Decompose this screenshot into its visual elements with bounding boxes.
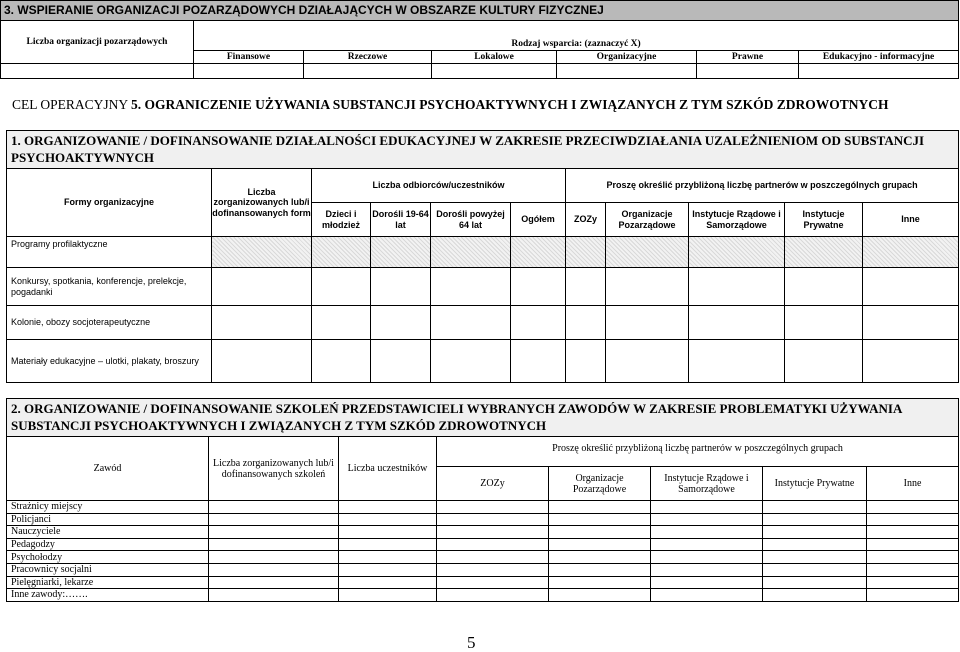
support-type-prawne: Prawne — [697, 51, 799, 64]
form-cell[interactable] — [785, 268, 863, 306]
profession-cell[interactable] — [867, 551, 959, 564]
profession-cell[interactable] — [549, 563, 651, 576]
profession-cell[interactable] — [437, 551, 549, 564]
form-row-label: Kolonie, obozy socjoterapeutyczne — [7, 306, 212, 340]
operational-goal-heading — [12, 97, 889, 113]
profession-cell[interactable] — [867, 526, 959, 539]
section1-table — [6, 130, 959, 383]
form-cell[interactable] — [212, 340, 312, 383]
profession-cell[interactable] — [339, 513, 437, 526]
profession-cell[interactable] — [549, 526, 651, 539]
profession-cell[interactable] — [549, 513, 651, 526]
s2-partners-government: Instytucje Rządowe i Samorządowe — [651, 467, 763, 501]
profession-cell[interactable] — [209, 589, 339, 602]
form-cell[interactable] — [312, 340, 371, 383]
profession-cell[interactable] — [437, 501, 549, 514]
form-cell[interactable] — [371, 268, 431, 306]
operational-goal-text: 5. OGRANICZENIE UŻYWANIA SUBSTANCJI PSYCHOAKTYWNYCH I ZWIĄZANYCH Z TYM SZKÓD ZDROWOTNYCH — [131, 97, 889, 112]
profession-row-label: Psychołodzy — [7, 551, 209, 564]
profession-cell[interactable] — [763, 589, 867, 602]
profession-cell[interactable] — [549, 538, 651, 551]
form-cell[interactable] — [566, 340, 606, 383]
section2-title: 2. ORGANIZOWANIE / DOFINANSOWANIE SZKOLEŃ PRZEDSTAWICIELI WYBRANYCH ZAWODÓW W ZAKRESIE PROBLEMATYKI UŻYWANIA SUBSTANCJI PSYCHOAKTYWNYCH I ZWIĄZANYCH Z TYM SZKÓD ZDROWOTNYCH — [7, 399, 959, 437]
profession-cell[interactable] — [209, 563, 339, 576]
form-cell[interactable] — [371, 340, 431, 383]
partners-government: Instytucje Rządowe i Samorządowe — [689, 203, 785, 237]
profession-cell[interactable] — [339, 538, 437, 551]
form-row-label: Programy profilaktyczne — [7, 237, 212, 268]
profession-cell[interactable] — [437, 513, 549, 526]
profession-cell[interactable] — [651, 538, 763, 551]
profession-cell[interactable] — [437, 526, 549, 539]
profession-cell[interactable] — [339, 563, 437, 576]
profession-cell[interactable] — [867, 501, 959, 514]
forms-header: Formy organizacyjne — [7, 169, 212, 237]
profession-row-label: Policjanci — [7, 513, 209, 526]
profession-row-label: Pracownicy socjalni — [7, 563, 209, 576]
partners-ngo: Organizacje Pozarządowe — [606, 203, 689, 237]
trainings-count-header: Liczba zorganizowanych lub/i dofinansowanych szkoleń — [209, 437, 339, 501]
profession-cell[interactable] — [339, 501, 437, 514]
support-type-finansowe: Finansowe — [194, 51, 304, 64]
profession-cell[interactable] — [339, 589, 437, 602]
profession-cell[interactable] — [549, 501, 651, 514]
profession-cell[interactable] — [763, 551, 867, 564]
form-cell[interactable] — [606, 306, 689, 340]
profession-cell[interactable] — [867, 589, 959, 602]
s2-partners-other: Inne — [867, 467, 959, 501]
form-cell[interactable] — [566, 268, 606, 306]
profession-cell[interactable] — [651, 513, 763, 526]
profession-cell[interactable] — [651, 563, 763, 576]
profession-cell[interactable] — [437, 576, 549, 589]
profession-cell[interactable] — [209, 538, 339, 551]
profession-cell[interactable] — [549, 589, 651, 602]
form-cell[interactable] — [863, 340, 959, 383]
profession-cell[interactable] — [549, 576, 651, 589]
form-cell[interactable] — [312, 237, 371, 268]
recipients-adults-19-64: Dorośli 19-64 lat — [371, 203, 431, 237]
form-cell[interactable] — [606, 268, 689, 306]
profession-cell[interactable] — [209, 526, 339, 539]
partners-zozy: ZOZy — [566, 203, 606, 237]
section3-title: 3. WSPIERANIE ORGANIZACJI POZARZĄDOWYCH DZIAŁAJĄCYCH W OBSZARZE KULTURY FIZYCZNEJ — [1, 1, 959, 21]
section3-table — [0, 0, 959, 79]
form-cell[interactable] — [371, 237, 431, 268]
s2-partners-header: Proszę określić przybliżoną liczbę partnerów w poszczególnych grupach — [437, 437, 959, 467]
support-check-prawne[interactable] — [697, 64, 799, 79]
profession-cell[interactable] — [437, 538, 549, 551]
support-type-rzeczowe: Rzeczowe — [304, 51, 432, 64]
form-cell[interactable] — [863, 306, 959, 340]
form-row-label: Konkursy, spotkania, konferencje, prelekcje, pogadanki — [7, 268, 212, 306]
form-cell[interactable] — [606, 340, 689, 383]
form-cell[interactable] — [785, 237, 863, 268]
s2-partners-zozy: ZOZy — [437, 467, 549, 501]
form-cell[interactable] — [511, 306, 566, 340]
recipients-adults-64plus: Dorośli powyżej 64 lat — [431, 203, 511, 237]
profession-cell[interactable] — [339, 526, 437, 539]
org-count-header: Liczba organizacji pozarządowych — [1, 21, 194, 64]
form-cell[interactable] — [689, 306, 785, 340]
recipients-total: Ogółem — [511, 203, 566, 237]
profession-row-label: Pielęgniarki, lekarze — [7, 576, 209, 589]
form-cell[interactable] — [431, 340, 511, 383]
form-cell[interactable] — [566, 237, 606, 268]
profession-cell[interactable] — [209, 551, 339, 564]
partners-other: Inne — [863, 203, 959, 237]
support-type-lokalowe: Lokalowe — [432, 51, 557, 64]
partners-header: Proszę określić przybliżoną liczbę partnerów w poszczególnych grupach — [566, 169, 959, 203]
profession-cell[interactable] — [549, 551, 651, 564]
recipients-children: Dzieci i młodzież — [312, 203, 371, 237]
form-cell[interactable] — [511, 268, 566, 306]
profession-row-label: Nauczyciele — [7, 526, 209, 539]
profession-cell[interactable] — [339, 576, 437, 589]
form-cell[interactable] — [566, 306, 606, 340]
profession-cell[interactable] — [209, 576, 339, 589]
form-cell[interactable] — [312, 268, 371, 306]
form-cell[interactable] — [431, 237, 511, 268]
participants-header: Liczba uczestników — [339, 437, 437, 501]
section2-table — [6, 398, 959, 602]
form-cell[interactable] — [511, 340, 566, 383]
s2-partners-private: Instytucje Prywatne — [763, 467, 867, 501]
form-cell[interactable] — [689, 268, 785, 306]
support-check-lokalowe[interactable] — [432, 64, 557, 79]
form-cell[interactable] — [511, 237, 566, 268]
support-check-organizacyjne[interactable] — [557, 64, 697, 79]
form-cell[interactable] — [689, 340, 785, 383]
profession-cell[interactable] — [763, 538, 867, 551]
form-cell[interactable] — [371, 306, 431, 340]
form-cell[interactable] — [785, 306, 863, 340]
support-type-header: Rodzaj wsparcia: (zaznaczyć X) — [194, 21, 959, 51]
profession-cell[interactable] — [867, 563, 959, 576]
profession-cell[interactable] — [763, 513, 867, 526]
profession-header: Zawód — [7, 437, 209, 501]
s2-partners-ngo: Organizacje Pozarządowe — [549, 467, 651, 501]
profession-cell[interactable] — [763, 501, 867, 514]
operational-goal-prefix: CEL OPERACYJNY — [12, 97, 132, 112]
profession-cell[interactable] — [437, 589, 549, 602]
profession-cell[interactable] — [763, 563, 867, 576]
form-cell[interactable] — [785, 340, 863, 383]
forms-count-header: Liczba zorganizowanych lub/i dofinansowanych form — [212, 169, 312, 237]
profession-cell[interactable] — [763, 576, 867, 589]
profession-row-label: Pedagodzy — [7, 538, 209, 551]
org-count-input[interactable] — [1, 64, 194, 79]
profession-cell[interactable] — [651, 551, 763, 564]
form-cell[interactable] — [212, 237, 312, 268]
form-row-label: Materiały edukacyjne – ulotki, plakaty, broszury — [7, 340, 212, 383]
support-check-rzeczowe[interactable] — [304, 64, 432, 79]
support-type-organizacyjne: Organizacyjne — [557, 51, 697, 64]
section1-title: 1. ORGANIZOWANIE / DOFINANSOWANIE DZIAŁALNOŚCI EDUKACYJNEJ W ZAKRESIE PRZECIWDZIAŁANIA UZALEŻNIENIOM OD SUBSTANCJI PSYCHOAKTYWNYCH — [7, 131, 959, 169]
form-cell[interactable] — [212, 306, 312, 340]
profession-cell[interactable] — [339, 551, 437, 564]
profession-cell[interactable] — [867, 576, 959, 589]
form-cell[interactable] — [863, 268, 959, 306]
profession-cell[interactable] — [651, 589, 763, 602]
support-type-edukacyjne: Edukacyjno - informacyjne — [799, 51, 959, 64]
page-number: 5 — [467, 633, 476, 652]
profession-cell[interactable] — [867, 513, 959, 526]
support-check-edukacyjne[interactable] — [799, 64, 959, 79]
form-cell[interactable] — [431, 306, 511, 340]
form-cell[interactable] — [312, 306, 371, 340]
form-cell[interactable] — [606, 237, 689, 268]
profession-cell[interactable] — [651, 576, 763, 589]
support-check-finansowe[interactable] — [194, 64, 304, 79]
profession-cell[interactable] — [651, 501, 763, 514]
profession-cell[interactable] — [763, 526, 867, 539]
profession-row-label: Strażnicy miejscy — [7, 501, 209, 514]
form-cell[interactable] — [431, 268, 511, 306]
form-cell[interactable] — [689, 237, 785, 268]
partners-private: Instytucje Prywatne — [785, 203, 863, 237]
profession-cell[interactable] — [651, 526, 763, 539]
profession-cell[interactable] — [209, 501, 339, 514]
profession-cell[interactable] — [867, 538, 959, 551]
profession-row-label: Inne zawody:……. — [7, 589, 209, 602]
recipients-header: Liczba odbiorców/uczestników — [312, 169, 566, 203]
profession-cell[interactable] — [437, 563, 549, 576]
form-cell[interactable] — [212, 268, 312, 306]
form-cell[interactable] — [863, 237, 959, 268]
profession-cell[interactable] — [209, 513, 339, 526]
